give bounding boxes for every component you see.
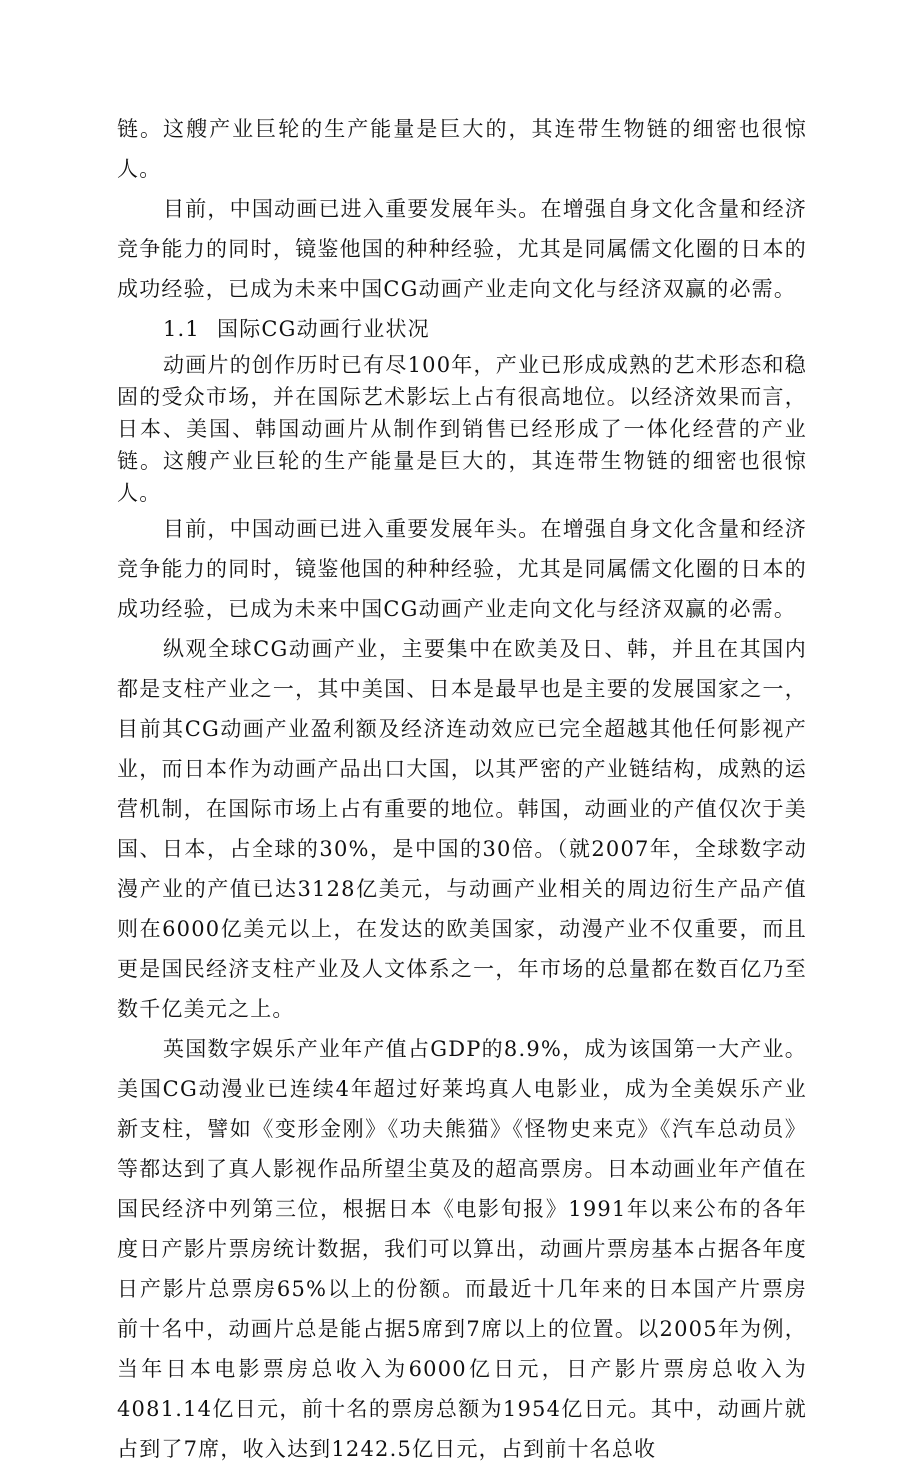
paragraph-history: 动画片的创作历时已有尽100年，产业已形成成熟的艺术形态和稳固的受众市场，并在国际艺术影坛上占有很高地位。以经济效果而言，日本、美国、韩国动画片从制作到销售已经形成了一体化经营的产业链。这艘产业巨轮的生产能量是巨大的，其连带生物链的细密也很惊人。 [117, 353, 807, 505]
paragraph-china-status-repeat: 目前，中国动画已进入重要发展年头。在增强自身文化含量和经济竞争能力的同时，镜鉴他国的种种经验，尤其是同属儒文化圈的日本的成功经验，已成为未来中国CG动画产业走向文化与经济双赢的必需。 [117, 517, 807, 621]
section-title: 国际CG动画行业状况 [217, 317, 430, 341]
paragraph-continuation: 链。这艘产业巨轮的生产能量是巨大的，其连带生物链的细密也很惊人。 [117, 117, 807, 181]
document-body [117, 109, 807, 1469]
section-heading [117, 309, 807, 349]
paragraph-market-figures: 英国数字娱乐产业年产值占GDP的8.9%，成为该国第一大产业。美国CG动漫业已连续4年超过好莱坞真人电影业，成为全美娱乐产业新支柱，譬如《变形金刚》《功夫熊猫》《怪物史来克》《汽车总动员》等都达到了真人影视作品所望尘莫及的超高票房。日本动画业年产值在国民经济中列第三位，根据日本《电影旬报》1991年以来公布的各年度日产影片票房统计数据，我们可以算出，动画片票房基本占据各年度日产影片总票房65%以上的份额。而最近十几年来的日本国产片票房前十名中，动画片总是能占据5席到7席以上的位置。以2005年为例，当年日本电影票房总收入为6000亿日元，日产影片票房总收入为4081.14亿日元，前十名的票房总额为1954亿日元。其中，动画片就占到了7席，收入达到1242.5亿日元，占到前十名总收 [117, 1037, 807, 1461]
paragraph-china-status: 目前，中国动画已进入重要发展年头。在增强自身文化含量和经济竞争能力的同时，镜鉴他国的种种经验，尤其是同属儒文化圈的日本的成功经验，已成为未来中国CG动画产业走向文化与经济双赢的必需。 [117, 197, 807, 301]
paragraph-global-industry: 纵观全球CG动画产业，主要集中在欧美及日、韩，并且在其国内都是支柱产业之一，其中美国、日本是最早也是主要的发展国家之一，目前其CG动画产业盈利额及经济连动效应已完全超越其他任何影视产业，而日本作为动画产品出口大国，以其严密的产业链结构，成熟的运营机制，在国际市场上占有重要的地位。韩国，动画业的产值仅次于美国、日本，占全球的30%，是中国的30倍。（就2007年，全球数字动漫产业的产值已达3128亿美元，与动画产业相关的周边衍生产品产值则在6000亿美元以上，在发达的欧美国家，动漫产业不仅重要，而且更是国民经济支柱产业及人文体系之一，年市场的总量都在数百亿乃至数千亿美元之上。 [117, 637, 807, 1021]
section-number: 1.1 [163, 317, 200, 341]
